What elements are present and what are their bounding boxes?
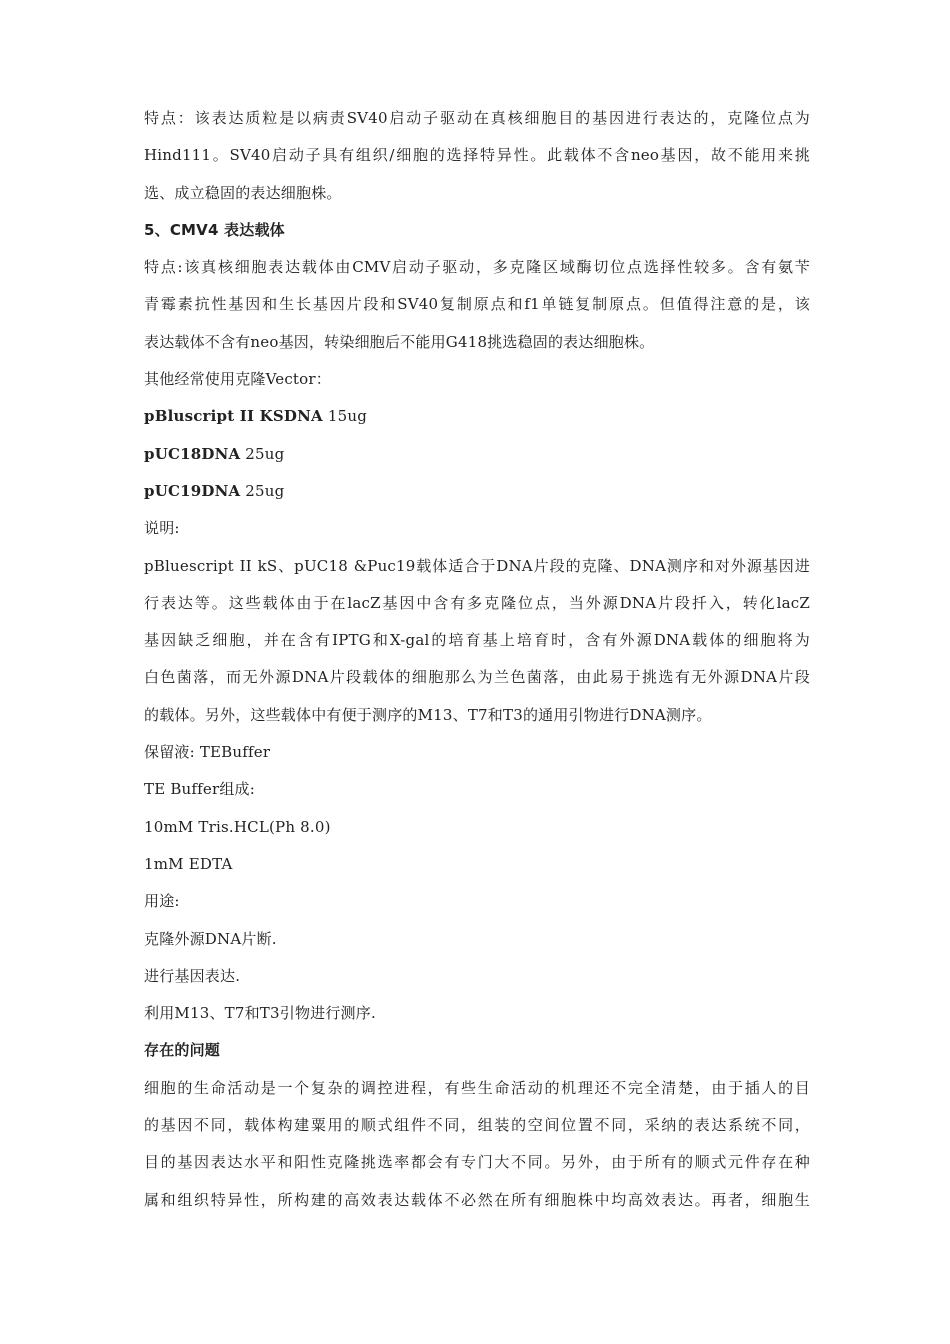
paragraph-line: 保留液: TEBuffer [144,743,271,762]
paragraph-line: 特点：该表达质粒是以病责SV40启动子驱动在真核细胞目的基因进行表达的，克隆位点为 [144,109,810,127]
paragraph-line: 青霉素抗性基因和生长基因片段和SV40复制原点和f1单链复制原点。但值得注意的是，该 [144,295,810,314]
paragraph-line: 目的基因表达水平和阳性克隆挑选率都会有专门大不同。另外，由于所有的顺式元件存在种 [144,1153,810,1172]
paragraph-line: 属和组织特异性，所构建的高效表达载体不必然在所有细胞株中均高效表达。再者，细胞生 [144,1190,810,1209]
paragraph-line: 细胞的生命活动是一个复杂的调控进程，有些生命活动的机理还不完全清楚，由于插人的目 [144,1078,810,1097]
paragraph-line: Hind111。SV40启动子具有组织/细胞的选择特异性。此载体不含neo基因，故不能用来挑 [144,146,810,165]
document-body [144,103,810,1222]
vector-name: pUC18DNA [144,444,241,463]
paragraph-line: 10mM Tris.HCL(Ph 8.0) [144,817,331,836]
paragraph-line: 用途: [144,892,180,911]
section-heading: 5、CMV4 表达载体 [144,220,285,239]
paragraph-line: 克隆外源DNA片断. [144,929,277,948]
vector-amount: 25ug [240,481,285,500]
paragraph-line: 行表达等。这些载体由于在lacZ基因中含有多克隆位点，当外源DNA片段扦入，转化lacZ [144,593,810,612]
paragraph-line: 进行基因表达. [144,966,241,985]
vector-item [144,439,810,476]
paragraph-line: 说明: [144,519,180,538]
paragraph-line: 1mM EDTA [144,854,233,873]
vector-name: pBluscript II KSDNA [144,407,323,426]
vector-item [144,401,810,438]
paragraph-line: 基因缺乏细胞，并在含有IPTG和X-gal的培育基上培育时，含有外源DNA载体的细胞将为 [144,631,810,650]
paragraph-line: pBluescript II kS、pUC18 &Puc19载体适合于DNA片段的克隆、DNA测序和对外源基因进 [144,556,810,575]
paragraph-line: 表达载体不含有neo基因，转染细胞后不能用G418挑选稳固的表达细胞株。 [144,332,655,351]
paragraph-line: TE Buffer组成: [144,780,256,799]
paragraph-line: 利用M13、T7和T3引物进行测序. [144,1004,376,1023]
paragraph-line: 特点:该真核细胞表达载体由CMV启动子驱动，多克隆区域酶切位点选择性较多。含有氨苄 [144,258,810,277]
paragraph-line: 的基因不同，载体构建粟用的顺式组件不同，组装的空间位置不同，采纳的表达系统不同， [144,1116,810,1135]
section-heading: 存在的问题 [144,1041,221,1060]
paragraph-line: 白色菌落，而无外源DNA片段载体的细胞那么为兰色菌落，由此易于挑选有无外源DNA片段 [144,668,810,687]
vector-amount: 15ug [322,407,367,426]
paragraph-line: 的载体。另外，这些载体中有便于测序的M13、T7和T3的通用引物进行DNA测序。 [144,705,712,724]
paragraph-line: 其他经常使用克隆Vector： [144,370,331,389]
vector-item [144,476,810,513]
paragraph-line: 选、成立稳固的表达细胞株。 [144,183,342,202]
vector-name: pUC19DNA [144,481,241,500]
vector-amount: 25ug [240,444,285,463]
